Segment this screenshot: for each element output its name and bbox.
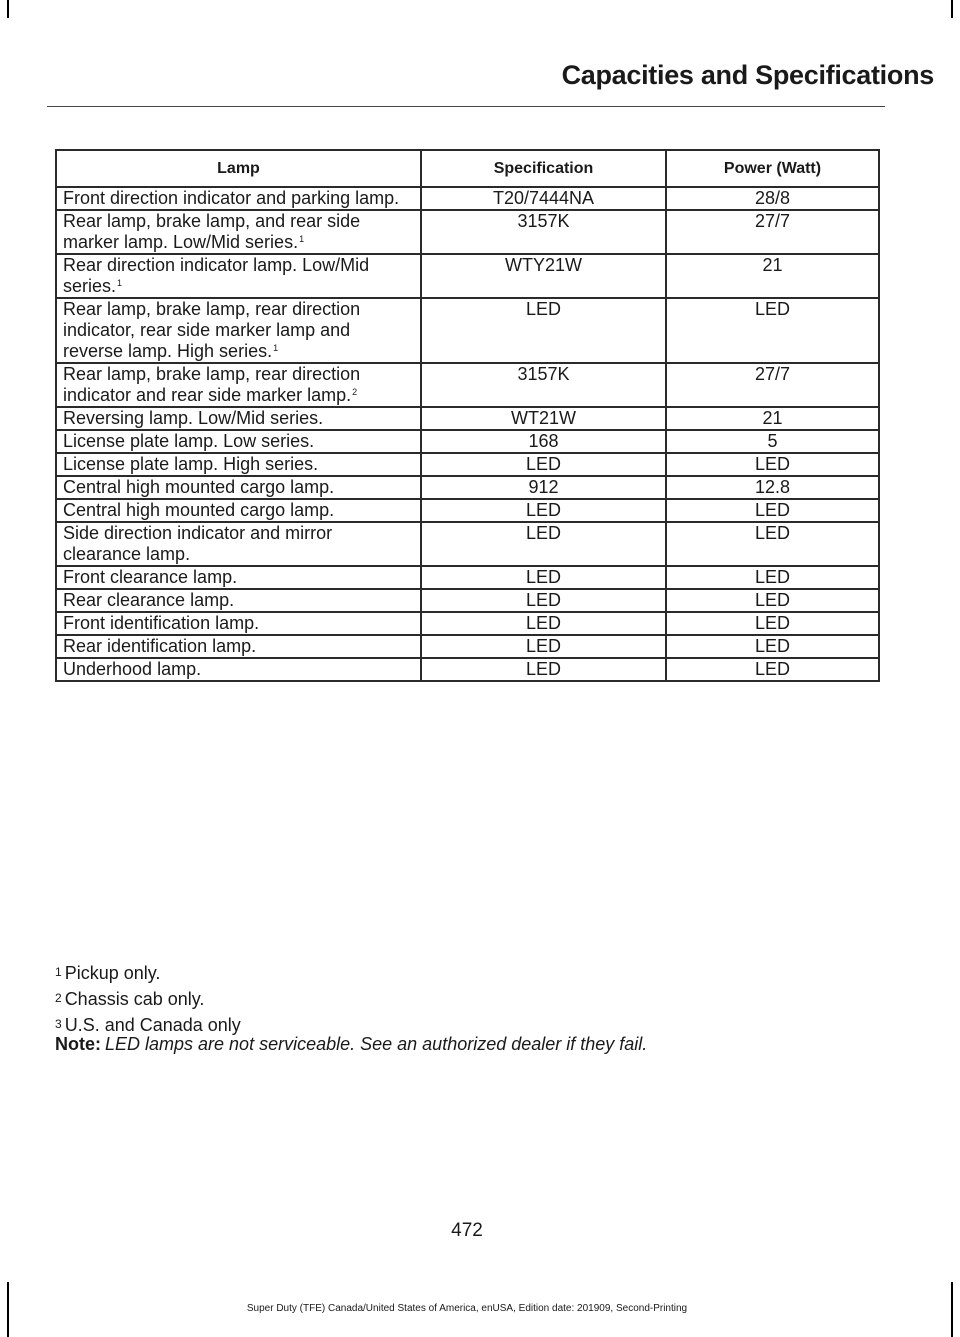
power-cell: 21 [666, 254, 879, 298]
lamp-name: Rear lamp, brake lamp, and rear side marker lamp. Low/Mid series. [63, 211, 361, 252]
specification-cell: LED [421, 658, 666, 681]
power-cell: LED [666, 566, 879, 589]
lamp-name-cell [56, 589, 421, 612]
lamp-name-cell [56, 566, 421, 589]
specification-cell: LED [421, 566, 666, 589]
lamp-name-cell [56, 210, 421, 254]
table-row [56, 476, 879, 499]
specification-cell: LED [421, 499, 666, 522]
lamp-name-cell [56, 453, 421, 476]
table-row [56, 254, 879, 298]
lamp-name: License plate lamp. High series. [63, 454, 319, 474]
power-cell: LED [666, 658, 879, 681]
lamp-name-cell [56, 298, 421, 363]
column-header-specification: Specification [421, 150, 666, 187]
crop-mark-top-left [7, 0, 9, 18]
specification-cell: WTY21W [421, 254, 666, 298]
footnote-text: U.S. and Canada only [64, 1015, 241, 1035]
lamp-name: Rear identification lamp. [63, 636, 257, 656]
footnotes [55, 960, 875, 1038]
specification-cell: LED [421, 635, 666, 658]
power-cell: LED [666, 298, 879, 363]
lamp-name-cell [56, 635, 421, 658]
footnote-reference: 1 [117, 278, 123, 288]
edition-footer: Super Duty (TFE) Canada/United States of America, enUSA, Edition date: 201909, Second-Printing [246, 1303, 688, 1314]
power-cell: 5 [666, 430, 879, 453]
power-cell: 12.8 [666, 476, 879, 499]
lamp-name-cell [56, 612, 421, 635]
crop-mark-top-right [951, 0, 953, 18]
power-cell: 27/7 [666, 210, 879, 254]
power-cell: 27/7 [666, 363, 879, 407]
power-cell: LED [666, 589, 879, 612]
power-cell: 21 [666, 407, 879, 430]
lamp-name: Front direction indicator and parking lamp. [63, 188, 400, 208]
power-cell: 28/8 [666, 187, 879, 210]
table-row [56, 522, 879, 566]
table-row [56, 407, 879, 430]
table-row [56, 430, 879, 453]
footnote-text: Pickup only. [64, 963, 161, 983]
table-row [56, 589, 879, 612]
table-row [56, 210, 879, 254]
footnote-reference: 1 [299, 234, 305, 244]
specification-cell: 3157K [421, 210, 666, 254]
table-row [56, 612, 879, 635]
specification-cell: WT21W [421, 407, 666, 430]
page-number: 472 [451, 1220, 483, 1241]
lamp-name: Central high mounted cargo lamp. [63, 477, 335, 497]
lamp-name-cell [56, 522, 421, 566]
specification-cell: LED [421, 589, 666, 612]
lamp-name: Central high mounted cargo lamp. [63, 500, 335, 520]
lamp-name-cell [56, 254, 421, 298]
table-row [56, 499, 879, 522]
lamp-name-cell [56, 187, 421, 210]
lamp-name: Rear lamp, brake lamp, rear direction indicator and rear side marker lamp. [63, 364, 361, 405]
lamp-name-cell [56, 658, 421, 681]
lamp-name: Underhood lamp. [63, 659, 202, 679]
power-cell: LED [666, 522, 879, 566]
specification-cell: 3157K [421, 363, 666, 407]
lamp-name: Front clearance lamp. [63, 567, 238, 587]
column-header-lamp: Lamp [56, 150, 421, 187]
note-label: Note: [55, 1034, 101, 1054]
table-row [56, 363, 879, 407]
lamp-name-cell [56, 407, 421, 430]
specification-cell: LED [421, 298, 666, 363]
lamp-name: Side direction indicator and mirror clearance lamp. [63, 523, 333, 564]
power-cell: LED [666, 453, 879, 476]
lamp-name-cell [56, 363, 421, 407]
footnote [55, 986, 875, 1012]
column-header-power: Power (Watt) [666, 150, 879, 187]
table-row [56, 566, 879, 589]
power-cell: LED [666, 612, 879, 635]
footnote-reference: 2 [352, 387, 358, 397]
power-cell: LED [666, 635, 879, 658]
lamp-name: Rear clearance lamp. [63, 590, 235, 610]
lamp-name: Rear direction indicator lamp. Low/Mid series. [63, 255, 370, 296]
lamp-name: License plate lamp. Low series. [63, 431, 315, 451]
footnote-text: Chassis cab only. [64, 989, 205, 1009]
lamp-specification-table [55, 149, 880, 682]
footnote [55, 960, 875, 986]
footnote-number: 3 [55, 1017, 62, 1031]
table-row [56, 453, 879, 476]
lamp-name-cell [56, 499, 421, 522]
power-cell: LED [666, 499, 879, 522]
table-header-row [56, 150, 879, 187]
specification-cell: LED [421, 522, 666, 566]
specification-cell: T20/7444NA [421, 187, 666, 210]
table-row [56, 298, 879, 363]
footnote-number: 1 [55, 965, 62, 979]
footnote-number: 2 [55, 991, 62, 1005]
lamp-name: Reversing lamp. Low/Mid series. [63, 408, 324, 428]
footnote-reference: 1 [273, 343, 279, 353]
title-divider [47, 106, 885, 107]
note-text: LED lamps are not serviceable. See an authorized dealer if they fail. [105, 1034, 648, 1054]
specification-cell: 168 [421, 430, 666, 453]
note [55, 1034, 885, 1055]
crop-mark-bottom-right [951, 1282, 953, 1337]
table-row [56, 635, 879, 658]
lamp-name: Rear lamp, brake lamp, rear direction indicator, rear side marker lamp and reverse lamp. High series. [63, 299, 361, 361]
specification-cell: LED [421, 612, 666, 635]
table-row [56, 658, 879, 681]
table-row [56, 187, 879, 210]
lamp-name: Front identification lamp. [63, 613, 260, 633]
lamp-name-cell [56, 430, 421, 453]
lamp-name-cell [56, 476, 421, 499]
specification-cell: LED [421, 453, 666, 476]
page-title: Capacities and Specifications [561, 60, 934, 90]
specification-cell: 912 [421, 476, 666, 499]
